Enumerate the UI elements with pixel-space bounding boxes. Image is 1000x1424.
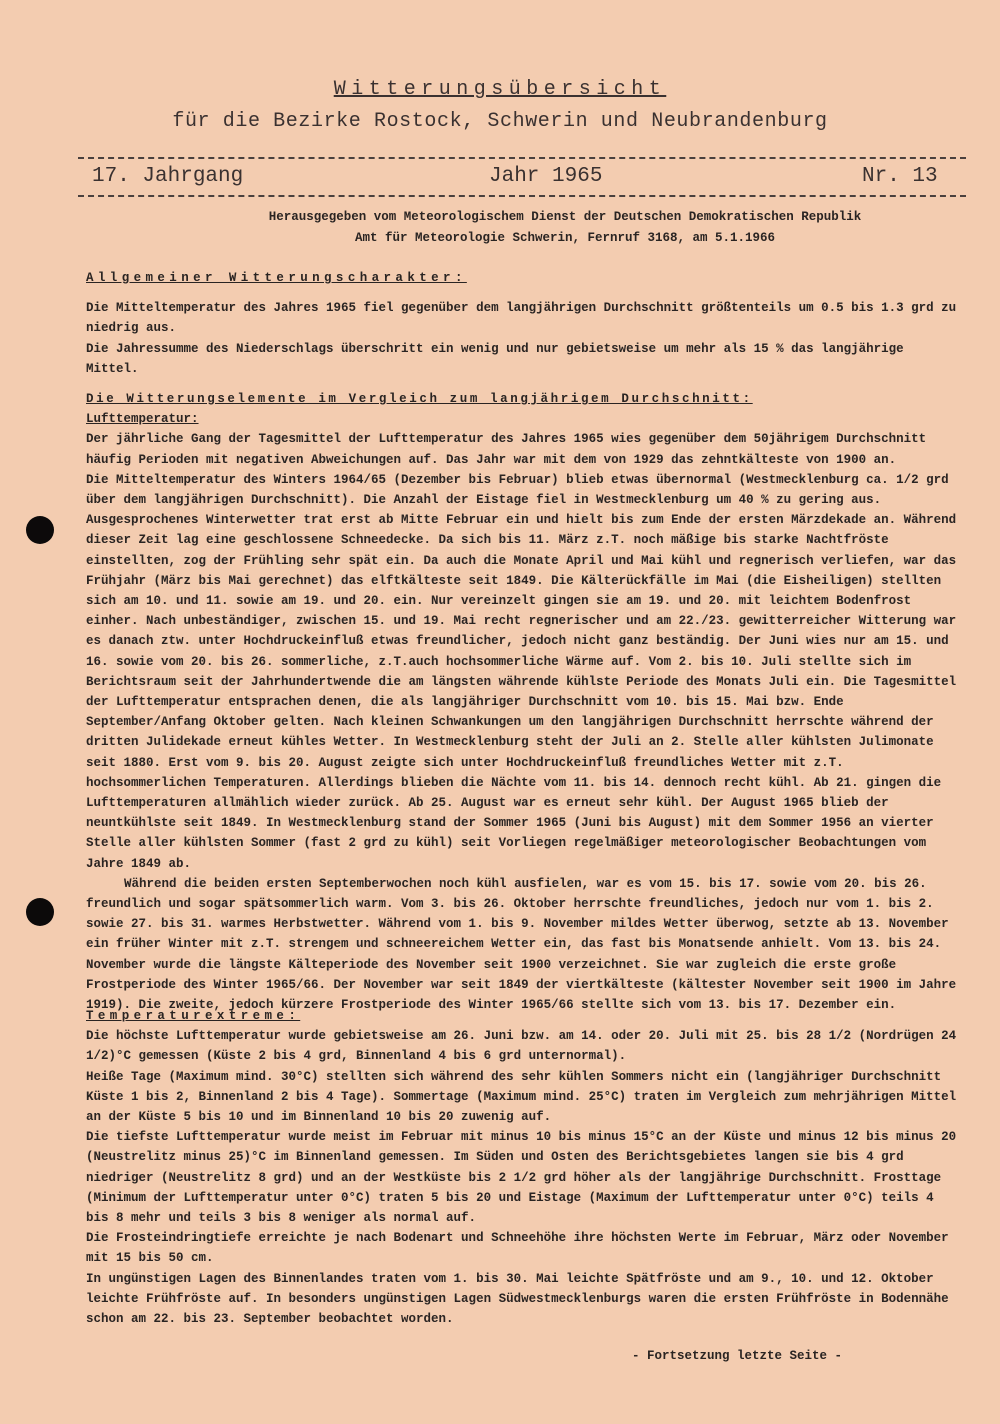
section-extremes	[86, 1006, 962, 1329]
paragraph: Der jährliche Gang der Tagesmittel der Lufttemperatur des Jahres 1965 wies gegenüber dem 50jährigem Durchschnitt häufig Perioden mit negativen Abweichungen auf. Das Jahr war mit dem von 1929 das zehntkälteste von 1900 an.	[86, 432, 927, 467]
paragraph: Die Mitteltemperatur des Jahres 1965 fiel gegenüber dem langjährigen Durchschnitt größtenteils um 0.5 bis 1.3 grd zu niedrig aus.	[86, 301, 957, 336]
issue-number: Nr. 13	[862, 165, 938, 188]
section-heading: Allgemeiner Witterungscharakter:	[86, 271, 467, 285]
year-label: Jahr 1965	[489, 165, 603, 188]
volume-label: 17. Jahrgang	[92, 165, 244, 188]
paragraph: Die Jahressumme des Niederschlags überschritt ein wenig und nur gebietsweise um mehr als 15 % das langjährige Mittel.	[86, 341, 904, 376]
paragraph: Die höchste Lufttemperatur wurde gebietsweise am 26. Juni bzw. am 14. oder 20. Juli mit 25. bis 28 1/2 (Nordrügen 24 1/2)°C gemessen (Küste 2 bis 4 grd, Binnenland 4 bis 6 grd unternormal).	[86, 1029, 957, 1064]
paragraph: Die tiefste Lufttemperatur wurde meist im Februar mit minus 10 bis minus 15°C an der Küste und minus 12 bis minus 20 (Neustrelitz minus 25)°C im Binnenland gemessen. Im Süden und Osten des Berichtsgebietes langen sie bis 4 grd niedriger (Neustrelitz 8 grd) und an der Westküste bis 2 1/2 grd höher als der langjährige Durchschnitt. Frosttage (Minimum der Lufttemperatur unter 0°C) traten 5 bis 20 und Eistage (Maximum der Lufttemperatur unter 0°C) teils 4 bis 8 mehr und teils 3 bis 8 weniger als normal auf.	[86, 1130, 957, 1226]
paragraph: Während die beiden ersten Septemberwochen noch kühl ausfielen, war es vom 15. bis 17. sowie vom 20. bis 26. freundlich und sogar spätsommerlich warm. Vom 3. bis 26. Oktober herrschte freundliches, jedoch nur vom 1. bis 2. sowie 27. bis 31. warmes Herbstwetter. Während vom 1. bis 9. November mildes Wetter überwog, setzte ab 13. November ein früher Winter mit z.T. strengem und schneereichem Wetter ein, das fast bis Monatsende anhielt. Vom 13. bis 24. November wurde die längste Kälteperiode des November seit 1900 verzeichnet. Sie war zugleich die erste große Frostperiode des Winter 1965/66. Der November war seit 1849 der viertkälteste (kältester November seit 1900 im Jahre 1919). Die zweite, jedoch kürzere Frostperiode des Winter 1965/66 stellte sich vom 13. bis 17. Dezember ein.	[86, 876, 957, 1013]
document-subtitle: für die Bezirke Rostock, Schwerin und Neubrandenburg	[172, 110, 828, 133]
publisher-address: Amt für Meteorologie Schwerin, Fernruf 3168, am 5.1.1966	[354, 231, 776, 245]
section-heading: Temperaturextreme:	[86, 1009, 301, 1023]
document-title: Witterungsübersicht	[333, 78, 667, 101]
section-heading: Die Witterungselemente im Vergleich zum langjährigem Durchschnitt:	[86, 392, 753, 406]
dashed-divider	[78, 195, 966, 197]
paragraph: In ungünstigen Lagen des Binnenlandes traten vom 1. bis 30. Mai leichte Spätfröste und am 9., 10. und 12. Oktober leichte Frühfröste auf. In besonders ungünstigen Lagen Südwestmecklenburgs waren die ersten Frühfröste in Bodennähe schon am 22. bis 23. September beobachtet worden.	[86, 1271, 949, 1327]
section-elements	[86, 389, 962, 1015]
continuation-note: - Fortsetzung letzte Seite -	[632, 1349, 843, 1363]
punch-hole	[26, 516, 54, 544]
subsection-heading: Lufttemperatur:	[86, 412, 199, 427]
dashed-divider	[78, 157, 966, 159]
punch-hole	[26, 898, 54, 926]
paragraph: Die Mitteltemperatur des Winters 1964/65 (Dezember bis Februar) blieb etwas übernormal (Westmecklenburg ca. 1/2 grd über dem langjährigen Durchschnitt). Die Anzahl der Eistage fiel in Westmecklenburg um 40 % zu gering aus. Ausgesprochenes Winterwetter trat erst ab Mitte Februar ein und hielt bis zum Ende der ersten Märzdekade an. Während dieser Zeit lag eine geschlossene Schneedecke. Da sich bis 11. März z.T. noch mäßige bis starke Nachtfröste einstellten, zog der Frühling sehr spät ein. Da auch die Monate April und Mai kühl und regnerisch verliefen, war das Frühjahr (März bis Mai gerechnet) das elftkälteste seit 1849. Die Kälterückfälle im Mai (die Eisheiligen) stellten sich am 10. und 11. sowie am 19. und 20. ein. Nur vereinzelt gingen sie am 19. und 20. mit leichtem Bodenfrost einher. Nach unbeständiger, zwischen 15. und 19. Mai recht regnerischer und am 22./23. gewitterreicher Witterung war es danach ztw. unter Hochdruckeinfluß etwas freundlicher, jedoch nicht ganz beständig. Der Juni wies nur am 15. und 16. sowie vom 20. bis 26. sommerliche, z.T.auch hochsommerliche Wärme auf. Vom 2. bis 10. Juli stellte sich im Berichtsraum seit der Jahrhundertwende die am längsten währende kühlste Periode des Monats Juli ein. Die Tagesmittel der Lufttemperatur entsprachen denen, die als langjähriger Durchschnitt vom 10. bis 15. Mai bzw. Ende September/Anfang Oktober gelten. Nach kleinen Schwankungen um den langjährigen Durchschnitt herrschte während der dritten Julidekade erneut kühles Wetter. In Westmecklenburg steht der Juli an 2. Stelle aller kühlsten Julimonate seit 1880. Erst vom 9. bis 20. August zeigte sich unter Hochdruckeinfluß freundliches Wetter mit z.T. hochsommerlichen Temperaturen. Allerdings blieben die Nächte vom 11. bis 14. dennoch recht kühl. Ab 21. gingen die Lufttemperaturen allmählich wieder zurück. Ab 25. August war es erneut sehr kühl. Der August 1965 blieb der neuntkühlste seit 1849. In Westmecklenburg stand der Sommer 1965 (Juni bis August) mit dem Sommer 1956 an vierter Stelle aller kühlsten Sommer (fast 2 grd zu kühl) seit Vorliegen regelmäßiger meteorologischer Beobachtungen vom Jahre 1849 ab.	[86, 472, 957, 871]
section-general	[86, 268, 962, 379]
paragraph: Die Frosteindringtiefe erreichte je nach Bodenart und Schneehöhe ihre höchsten Werte im Februar, März oder November mit 15 bis 50 cm.	[86, 1231, 949, 1266]
publisher-line: Herausgegeben vom Meteorologischem Dienst der Deutschen Demokratischen Republik	[268, 210, 862, 224]
paragraph: Heiße Tage (Maximum mind. 30°C) stellten sich während des sehr kühlen Sommers nicht ein (langjähriger Durchschnitt Küste 1 bis 2, Binnenland 2 bis 4 Tage). Sommertage (Maximum mind. 25°C) traten im Vergleich zum mehrjährigen Mittel an der Küste 5 bis 10 und im Binnenland 10 bis 20 zuwenig auf.	[86, 1069, 957, 1125]
